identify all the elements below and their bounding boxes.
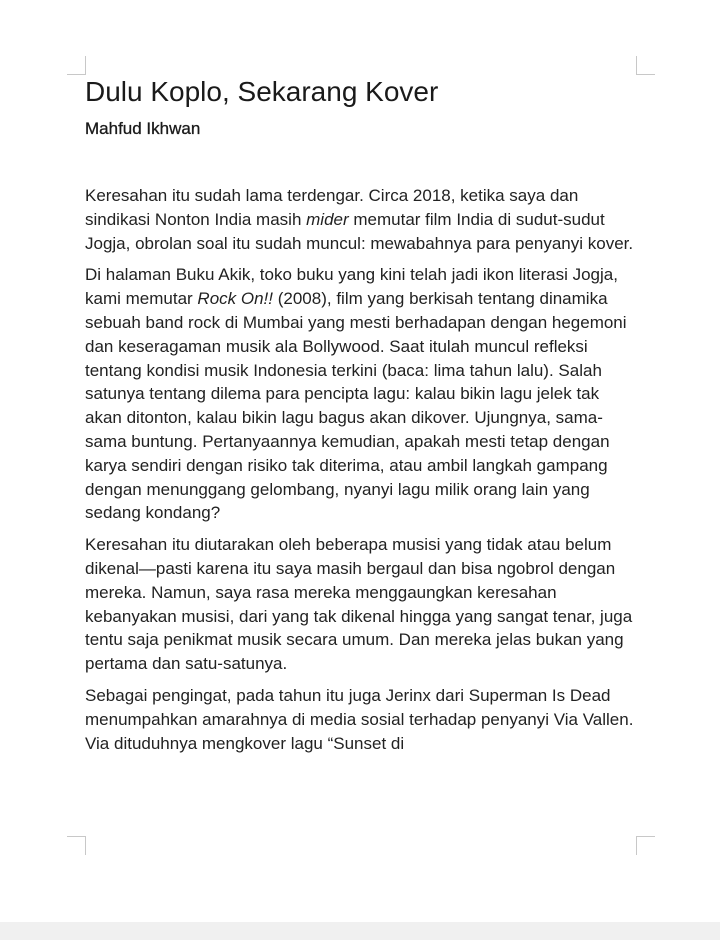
document-author: Mahfud Ikhwan <box>85 119 201 138</box>
paragraph-2 <box>85 263 640 525</box>
margin-corner-top-right <box>636 56 655 75</box>
paragraph-2-text-a: Di halaman Buku Akik, toko buku yang kini telah jadi ikon literasi Jogja, kami memutar <box>85 265 618 309</box>
page-gap <box>0 922 720 940</box>
paragraph-1 <box>85 184 640 255</box>
article-text <box>85 184 640 755</box>
document-body[interactable] <box>85 74 640 836</box>
paragraph-1-text-b: memutar film India di sudut-sudut Jogja, obrolan soal itu sudah muncul: mewabahnya para penyanyi kover. <box>85 209 634 253</box>
margin-corner-bottom-left <box>67 836 86 855</box>
paragraph-2-italic: Rock On!! <box>197 289 274 309</box>
paragraph-1-text-a: Keresahan itu sudah lama terdengar. Circa 2018, ketika saya dan sindikasi Nonton India masih <box>85 186 579 229</box>
paragraph-3: Keresahan itu diutarakan oleh beberapa musisi yang tidak atau belum dikenal—pasti karena itu saya masih bergaul dan bisa ngobrol dengan mereka. Namun, saya rasa mereka menggaungkan keresahan kebanyakan musisi, dari yang tak dikenal hingga yang sangat tenar, juga tentu saja penikmat musik secara umum. Dan mereka jelas bukan yang pertama dan satu-satunya. <box>85 535 633 674</box>
margin-corner-bottom-right <box>636 836 655 855</box>
paragraph-1-italic: mider <box>306 209 349 229</box>
document-title: Dulu Koplo, Sekarang Kover <box>85 76 439 107</box>
paragraph-2-text-b: (2008), film yang berkisah tentang dinamika sebuah band rock di Mumbai yang mesti berhadapan dengan hegemoni dan keseragaman musik ala Bollywood. Saat itulah muncul refleksi tentang kondisi musik Indonesia terkini (baca: lima tahun lalu). Salah satunya tentang dilema para pencipta lagu: kalau bikin lagu jelek tak akan ditonton, kalau bikin lagu bagus akan dikover. Ujungnya, sama-sama buntung. Pertanyaannya kemudian, apakah mesti tetap dengan karya sendiri dengan risiko tak diterima, atau ambil langkah gampang dengan menunggang gelombang, nyanyi lagu milik orang lain yang sedang kondang? <box>85 289 627 523</box>
paragraph-4: Sebagai pengingat, pada tahun itu juga Jerinx dari Superman Is Dead menumpahkan amarahnya di media sosial terhadap penyanyi Via Vallen. Via dituduhnya mengkover lagu “Sunset di <box>85 685 634 753</box>
margin-corner-top-left <box>67 56 86 75</box>
